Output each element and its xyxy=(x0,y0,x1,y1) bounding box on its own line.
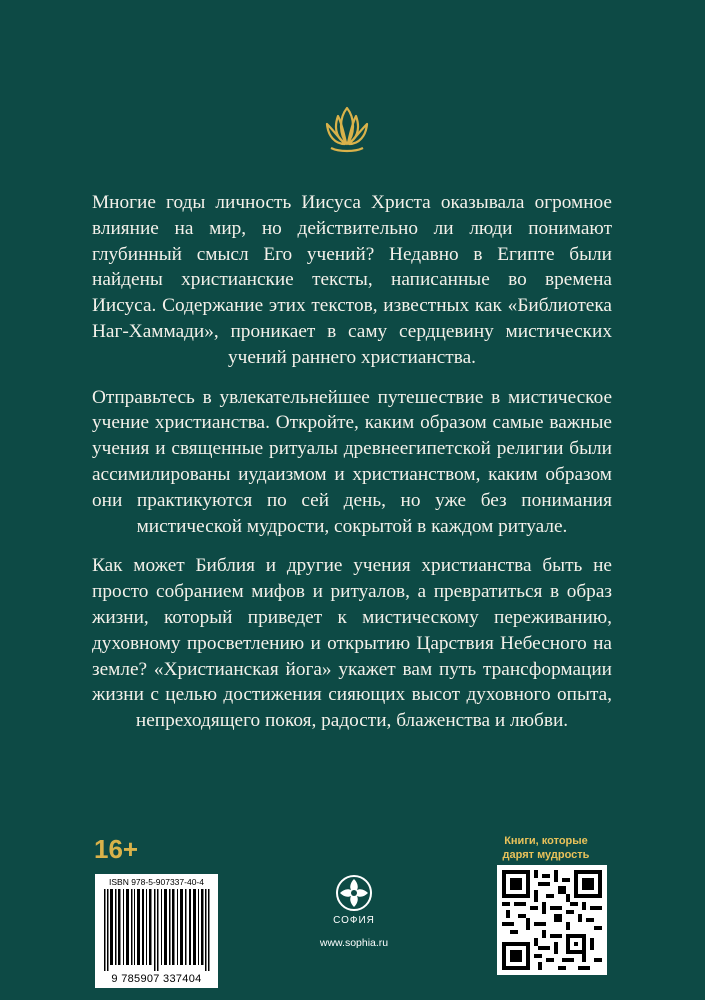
qr-code xyxy=(497,865,607,975)
isbn-barcode xyxy=(95,874,218,988)
description-paragraph: Многие годы личность Иисуса Христа оказывала огромное влияние на мир, но действительно ли люди понимают глубинный смысл Его учений? Недавно в Египте были найдены христианские тексты, написанные во времена Иисуса. Содержание этих текстов, известных как «Библиотека Наг-Хаммади», проникает в саму сердцевину мистических учений раннего христианства. xyxy=(92,192,612,368)
publisher-url: www.sophia.ru xyxy=(319,937,389,949)
slogan xyxy=(480,834,612,862)
description-text xyxy=(92,190,612,748)
description-paragraph: Отправьтесь в увлекательнейшее путешествие в мистическое учение христианства. Откройте, каким образом самые важные учения и священные ритуалы древнеегипетской религии были ассимилированы иудаизмом и христианством, каким образом они практикуются по сей день, но уже без понимания мистической мудрости, сокрытой в каждом ритуале. xyxy=(92,386,612,537)
slogan-line: дарят мудрость xyxy=(502,849,590,861)
slogan-line: Книги, которые xyxy=(504,835,588,847)
publisher-logo-icon xyxy=(335,874,373,912)
barcode-bars xyxy=(101,889,212,971)
description-paragraph: Как может Библия и другие учения христианства быть не просто собранием мифов и ритуалов, а превратиться в образ жизни, который приведет к мистическому переживанию, духовному просветлению и открытию Царствия Небесного на земле? «Христианская йога» укажет вам путь трансформации жизни с целью достижения сияющих высот духовного опыта, непреходящего покоя, радости, блаженства и любви. xyxy=(92,555,612,732)
lotus-icon xyxy=(317,100,377,160)
qr-code-pattern xyxy=(502,870,602,970)
age-rating: 16+ xyxy=(94,834,139,864)
barcode-digits: 9 785907 337404 xyxy=(111,973,202,985)
publisher-name: СОФИЯ xyxy=(333,915,375,926)
isbn-label: ISBN 978-5-907337-40-4 xyxy=(109,877,204,887)
